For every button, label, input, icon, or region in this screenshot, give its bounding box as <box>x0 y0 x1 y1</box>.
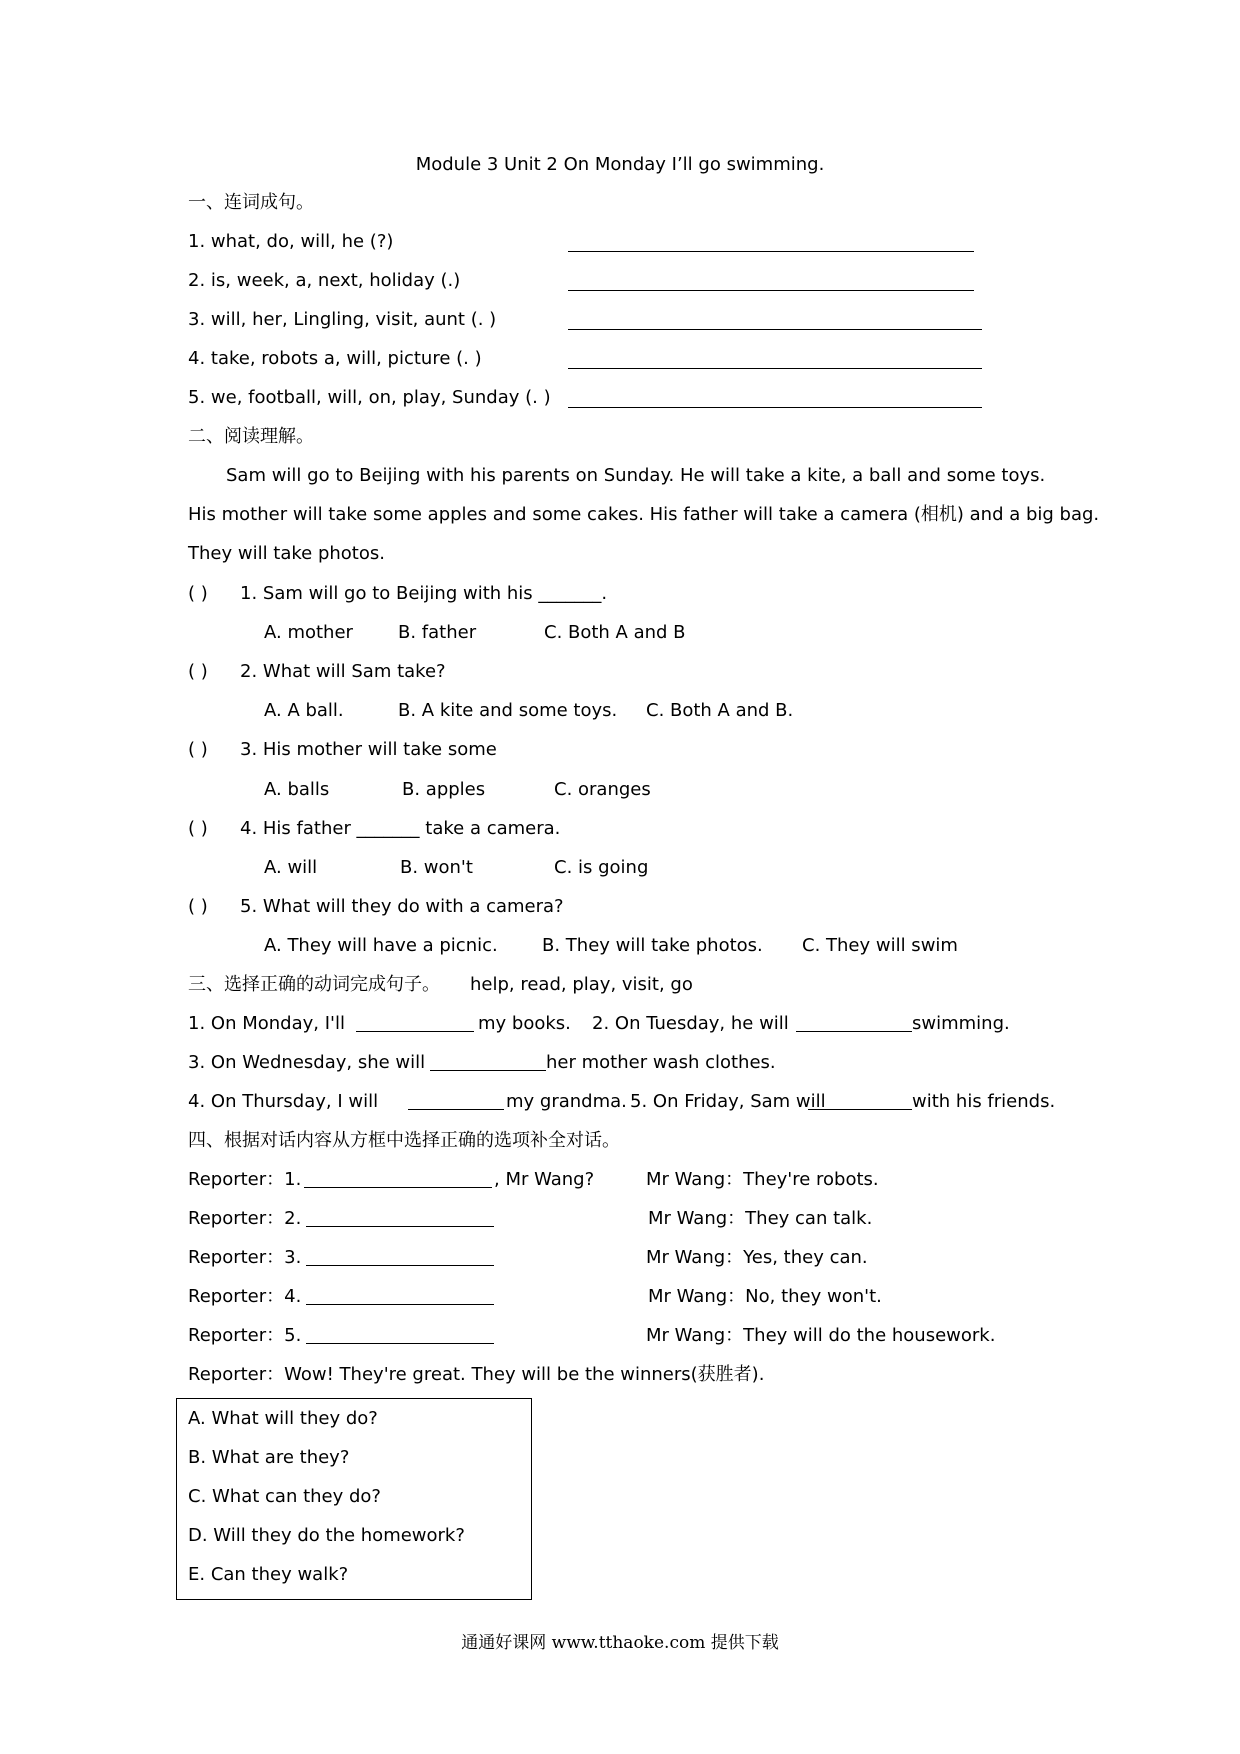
dialog-blank-1[interactable] <box>304 1187 492 1188</box>
s3-sentence-3a: 3. On Wednesday, she will <box>188 1052 426 1073</box>
option-d: D. Will they do the homework? <box>188 1525 465 1546</box>
s3-blank-3[interactable] <box>430 1070 546 1071</box>
wang-answer-1: Mr Wang：They're robots. <box>646 1169 879 1190</box>
reporter-line-1-tail: , Mr Wang? <box>494 1169 595 1190</box>
reporter-closing: Reporter：Wow! They're great. They will be the winners(获胜者). <box>188 1364 765 1385</box>
q2-paren[interactable]: ( ) <box>188 661 208 682</box>
q5-option-c: C. They will swim <box>802 935 958 956</box>
reporter-line-2: Reporter：2. <box>188 1208 302 1229</box>
s1-answer-line-4[interactable] <box>568 368 982 369</box>
q3-paren[interactable]: ( ) <box>188 739 208 760</box>
s3-blank-1[interactable] <box>356 1031 474 1032</box>
s1-item-4: 4. take, robots a, will, picture (. ) <box>188 348 482 369</box>
q5-paren[interactable]: ( ) <box>188 896 208 917</box>
s3-sentence-5a: 5. On Friday, Sam will <box>630 1091 826 1112</box>
q1-option-b: B. father <box>398 622 477 643</box>
q3-text: 3. His mother will take some <box>240 739 497 760</box>
s1-item-3: 3. will, her, Lingling, visit, aunt (. ) <box>188 309 497 330</box>
reporter-line-5: Reporter：5. <box>188 1325 302 1346</box>
option-c: C. What can they do? <box>188 1486 381 1507</box>
wang-answer-4: Mr Wang：No, they won't. <box>648 1286 882 1307</box>
s3-sentence-1b: my books. <box>478 1013 571 1034</box>
q4-paren[interactable]: ( ) <box>188 818 208 839</box>
s3-sentence-3b: her mother wash clothes. <box>546 1052 776 1073</box>
s3-sentence-2a: 2. On Tuesday, he will <box>592 1013 789 1034</box>
q1-paren[interactable]: ( ) <box>188 583 208 604</box>
q1-option-a: A. mother <box>264 622 353 643</box>
q5-option-a: A. They will have a picnic. <box>264 935 498 956</box>
s1-item-2: 2. is, week, a, next, holiday (.) <box>188 270 461 291</box>
passage-line-2: His mother will take some apples and some cakes. His father will take a camera (相机) and a big bag. <box>188 504 1100 525</box>
wang-answer-3: Mr Wang：Yes, they can. <box>646 1247 868 1268</box>
section2-heading: 二、阅读理解。 <box>188 426 314 447</box>
q4-option-c: C. is going <box>554 857 649 878</box>
q3-option-a: A. balls <box>264 779 330 800</box>
q1-option-c: C. Both A and B <box>544 622 686 643</box>
wang-answer-5: Mr Wang：They will do the housework. <box>646 1325 996 1346</box>
q3-option-c: C. oranges <box>554 779 651 800</box>
s3-blank-2[interactable] <box>796 1031 912 1032</box>
q5-text: 5. What will they do with a camera? <box>240 896 564 917</box>
dialog-blank-4[interactable] <box>306 1304 494 1305</box>
q3-option-b: B. apples <box>402 779 486 800</box>
wang-answer-2: Mr Wang：They can talk. <box>648 1208 873 1229</box>
q2-option-b: B. A kite and some toys. <box>398 700 618 721</box>
s1-answer-line-2[interactable] <box>568 290 974 291</box>
passage-line-3: They will take photos. <box>188 543 385 564</box>
section3-heading: 三、选择正确的动词完成句子。 <box>188 974 440 995</box>
s3-sentence-1a: 1. On Monday, I'll <box>188 1013 345 1034</box>
reporter-line-4: Reporter：4. <box>188 1286 302 1307</box>
s3-blank-5[interactable] <box>808 1109 912 1110</box>
s1-answer-line-3[interactable] <box>568 329 982 330</box>
footer-credit: 通通好课网 www.tthaoke.com 提供下载 <box>461 1633 779 1653</box>
verb-bank: help, read, play, visit, go <box>470 974 693 995</box>
s3-sentence-5b: with his friends. <box>912 1091 1056 1112</box>
option-e: E. Can they walk? <box>188 1564 349 1585</box>
reporter-line-3: Reporter：3. <box>188 1247 302 1268</box>
dialog-blank-3[interactable] <box>306 1265 494 1266</box>
s1-item-1: 1. what, do, will, he (?) <box>188 231 394 252</box>
q2-text: 2. What will Sam take? <box>240 661 446 682</box>
q1-text: 1. Sam will go to Beijing with his _______. <box>240 583 608 604</box>
q4-option-b: B. won't <box>400 857 473 878</box>
section4-heading: 四、根据对话内容从方框中选择正确的选项补全对话。 <box>188 1130 620 1151</box>
passage-line-1: Sam will go to Beijing with his parents on Sunday. He will take a kite, a ball and some toys. <box>226 465 1046 486</box>
option-b: B. What are they? <box>188 1447 350 1468</box>
reporter-line-1: Reporter：1. <box>188 1169 302 1190</box>
s3-blank-4[interactable] <box>408 1109 504 1110</box>
q4-text: 4. His father _______ take a camera. <box>240 818 561 839</box>
s3-sentence-2b: swimming. <box>912 1013 1010 1034</box>
dialog-blank-5[interactable] <box>306 1343 494 1344</box>
q4-option-a: A. will <box>264 857 318 878</box>
option-a: A. What will they do? <box>188 1408 378 1429</box>
s1-answer-line-5[interactable] <box>568 407 982 408</box>
q5-option-b: B. They will take photos. <box>542 935 763 956</box>
s1-answer-line-1[interactable] <box>568 251 974 252</box>
s3-sentence-4a: 4. On Thursday, I will <box>188 1091 379 1112</box>
dialog-blank-2[interactable] <box>306 1226 494 1227</box>
q2-option-a: A. A ball. <box>264 700 344 721</box>
s1-item-5: 5. we, football, will, on, play, Sunday (. ) <box>188 387 551 408</box>
page-title: Module 3 Unit 2 On Monday I’ll go swimming. <box>415 154 825 175</box>
s3-sentence-4b: my grandma. <box>506 1091 627 1112</box>
q2-option-c: C. Both A and B. <box>646 700 794 721</box>
section1-heading: 一、连词成句。 <box>188 192 314 213</box>
